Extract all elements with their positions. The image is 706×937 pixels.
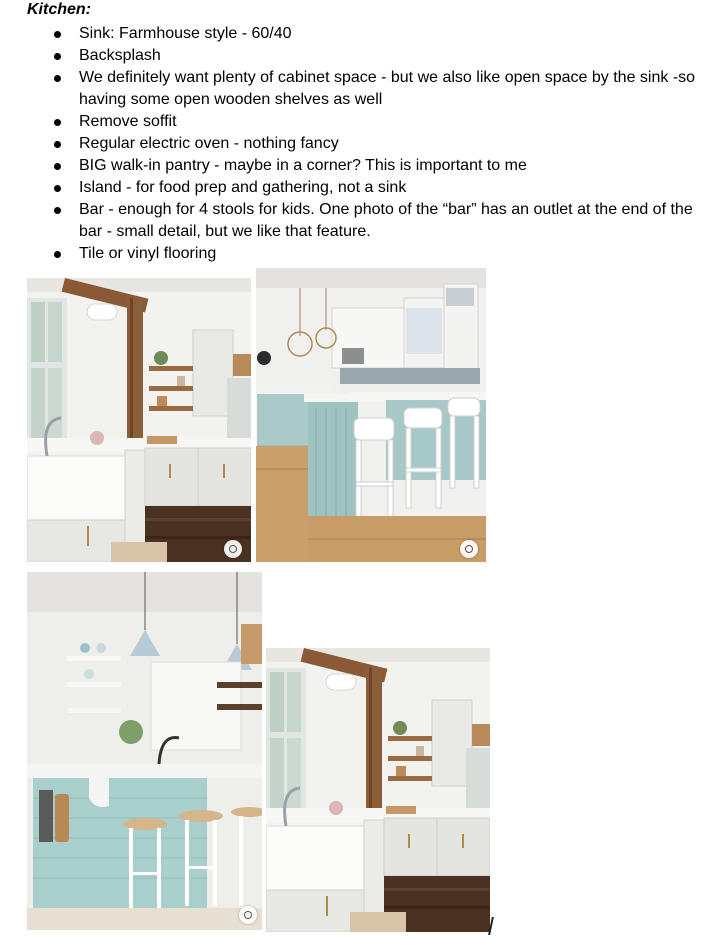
list-item	[0, 133, 706, 155]
list-item	[0, 155, 706, 177]
bullet-icon	[54, 251, 61, 258]
list-item-text: We definitely want plenty of cabinet space - but we also like open space by the sink -so having some open wooden shelves as well	[79, 69, 696, 108]
list-item-text: Backsplash	[79, 47, 161, 64]
list-item-text: BIG walk-in pantry - maybe in a corner? This is important to me	[79, 157, 527, 174]
list-item-text: Remove soffit	[79, 113, 177, 130]
list-item-text: Island - for food prep and gathering, not a sink	[79, 179, 407, 196]
list-item	[0, 243, 706, 265]
kitchen-photo-bar-stools-illustration	[256, 268, 486, 562]
kitchen-photo-farmhouse-sink[interactable]	[27, 278, 251, 562]
bullet-icon	[54, 53, 61, 60]
kitchen-photo-farmhouse-sink-duplicate[interactable]	[266, 648, 490, 932]
list-item	[0, 45, 706, 67]
bullet-icon	[54, 163, 61, 170]
list-item-text: Regular electric oven - nothing fancy	[79, 135, 339, 152]
lens-icon[interactable]	[224, 540, 242, 558]
section-heading: Kitchen:	[27, 1, 91, 18]
list-item	[0, 67, 706, 111]
lens-icon[interactable]	[239, 906, 257, 924]
list-item-text: Bar - enough for 4 stools for kids. One photo of the “bar” has an outlet at the end of the bar - small detail, but we like that feature.	[79, 201, 693, 240]
list-item	[0, 111, 706, 133]
list-item-text: Sink: Farmhouse style - 60/40	[79, 25, 292, 42]
lens-icon[interactable]	[460, 540, 478, 558]
kitchen-photo-blue-island-illustration	[27, 572, 262, 930]
list-item	[0, 199, 706, 243]
kitchen-photo-bar-stools[interactable]	[256, 268, 486, 562]
bullet-icon	[54, 75, 61, 82]
kitchen-photo-farmhouse-sink-duplicate-illustration	[266, 648, 490, 932]
bullet-icon	[54, 185, 61, 192]
list-item-text: Tile or vinyl flooring	[79, 245, 217, 262]
bullet-icon	[54, 31, 61, 38]
bullet-icon	[54, 119, 61, 126]
requirements-list	[0, 23, 706, 265]
bullet-icon	[54, 207, 61, 214]
bullet-icon	[54, 141, 61, 148]
list-item	[0, 23, 706, 45]
list-item	[0, 177, 706, 199]
kitchen-photo-farmhouse-sink-illustration	[27, 278, 251, 562]
kitchen-photo-blue-island[interactable]	[27, 572, 262, 930]
